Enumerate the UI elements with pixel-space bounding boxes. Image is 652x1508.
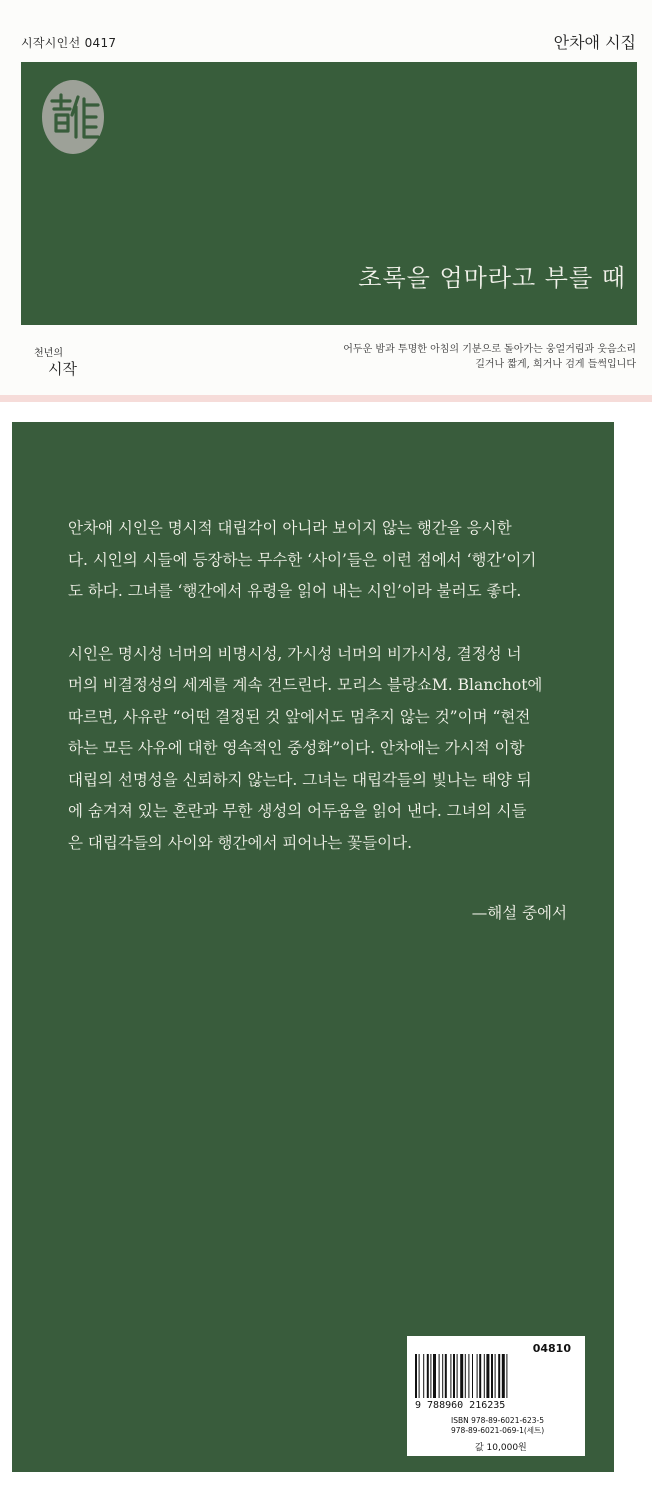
text-line: 다. 시인의 시들에 등장하는 무수한 ‘사이’들은 이런 점에서 ‘행간’이기: [68, 550, 537, 569]
price-label: 값 10,000원: [475, 1443, 527, 1453]
text-line: 시인은 명시성 너머의 비명시성, 가시성 너머의 비가시성, 결정성 너: [68, 644, 522, 663]
publisher-logo: [32, 340, 92, 380]
publisher-line2: 시작: [48, 360, 77, 378]
addon-code: 04810: [532, 1342, 571, 1355]
text-line: 에 숨겨져 있는 혼란과 무한 생성의 어두움을 읽어 낸다. 그녀의 시들: [68, 802, 527, 820]
review-text: [68, 513, 578, 859]
text-line: 은 대립각들의 사이와 행간에서 피어나는 꽃들이다.: [68, 833, 412, 852]
isbn-line: ISBN 978-89-6021-623-5: [451, 1416, 544, 1425]
cover-divider: [0, 395, 652, 402]
tagline-line: 길거나 짧게, 희거나 검게 들썩입니다: [475, 359, 636, 370]
text-line: 대립의 선명성을 신뢰하지 않는다. 그녀는 대립각들의 빛나는 태양 뒤: [68, 770, 532, 789]
isbn-text: [451, 1416, 544, 1436]
publisher-line1: 천년의: [34, 348, 63, 359]
author-label: 안차애 시집: [553, 33, 636, 52]
text-line: 따르면, 사유란 “어떤 결정된 것 앞에서도 멈추지 않는 것”이며 “현전: [68, 707, 531, 726]
front-cover-strip: [0, 0, 652, 395]
text-line: 하는 모든 사유에 대한 영속적인 중성화”이다. 안차애는 가시적 이항: [68, 739, 525, 757]
poetry-seal-logo-icon: [40, 77, 106, 157]
text-line: 머의 비결정성의 세계를 계속 건드린다. 모리스 블랑쇼M. Blanchot에: [68, 676, 543, 694]
series-label: 시작시인선 0417: [21, 36, 117, 50]
barcode-label: [407, 1336, 585, 1456]
text-line: 도 하다. 그녀를 ‘행간에서 유령을 읽어 내는 시인’이라 불러도 좋다.: [68, 582, 522, 600]
review-paragraph-1: [68, 513, 578, 608]
barcode-icon: [415, 1354, 577, 1400]
isbn-set-line: 978-89-6021-069-1(세트): [451, 1426, 545, 1435]
review-source: —해설 중에서: [471, 904, 567, 922]
tagline-line: 어두운 밤과 투명한 아침의 기분으로 돌아가는 웅얼거림과 웃음소리: [343, 344, 636, 355]
book-title: 초록을 엄마라고 부를 때: [358, 264, 626, 292]
text-line: 안차애 시인은 명시적 대립각이 아니라 보이지 않는 행간을 응시한: [68, 519, 512, 537]
tagline: [343, 342, 636, 372]
barcode-number: 9 788960 216235: [415, 1400, 506, 1411]
review-paragraph-2: [68, 639, 578, 860]
